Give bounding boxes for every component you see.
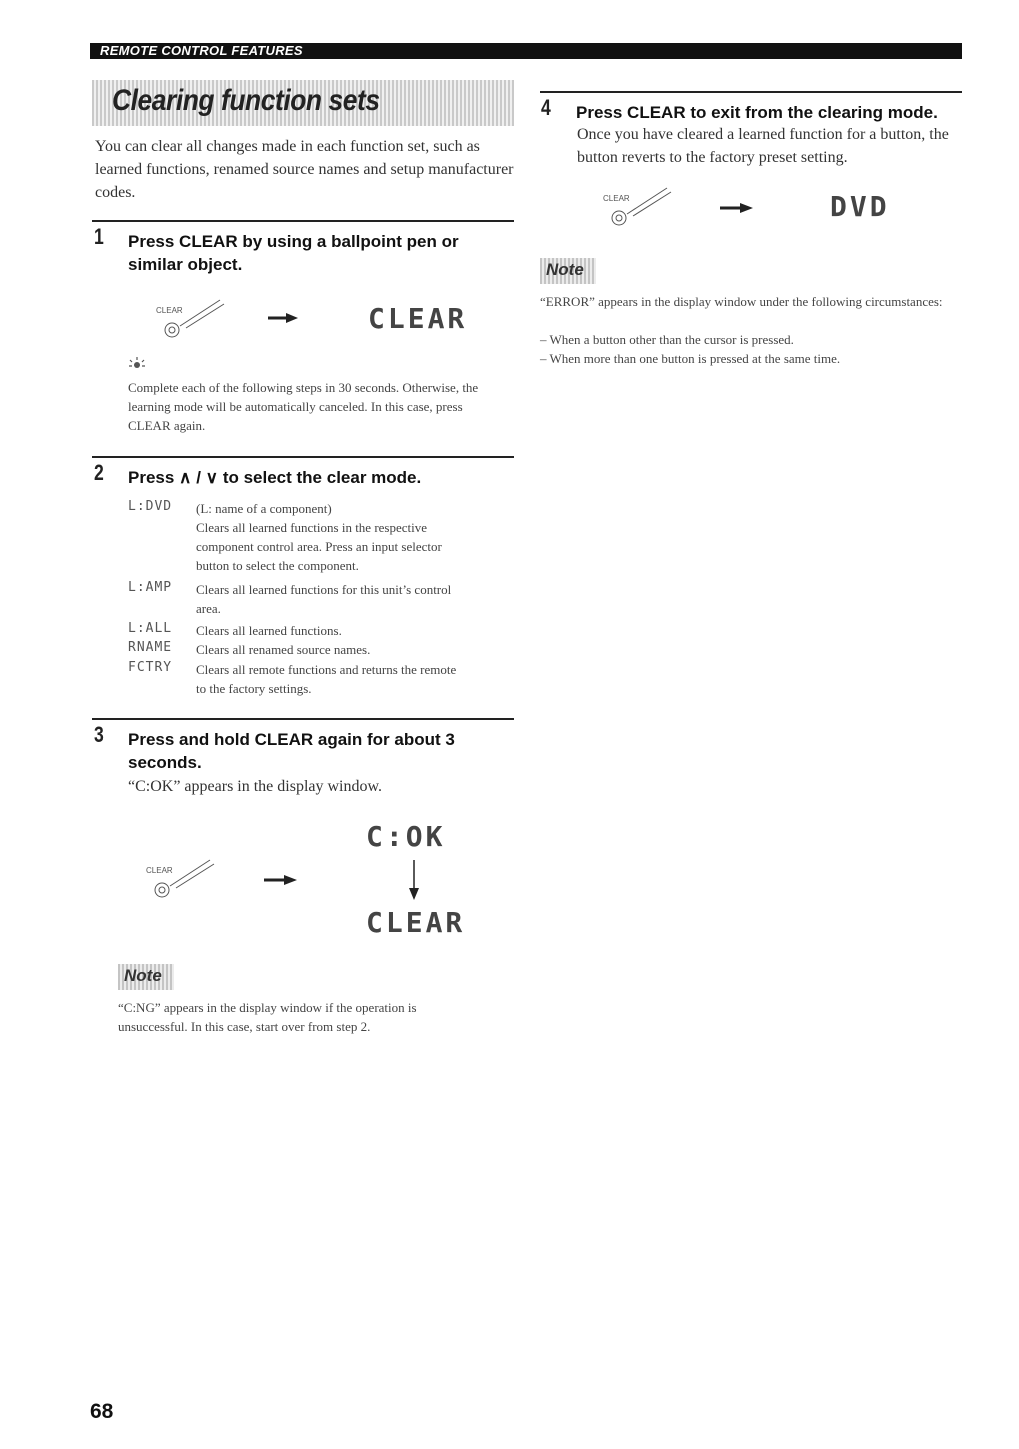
mode-desc: area. <box>196 601 221 616</box>
step2-rule <box>92 456 514 458</box>
mode-desc: (L: name of a component) <box>196 501 332 516</box>
step1-tip: Complete each of the following steps in 30 seconds. Otherwise, the learning mode will be automatically canceled. In this case, press CLEAR again. <box>128 380 479 433</box>
tip-bulb-icon <box>127 356 147 372</box>
note2-intro: “ERROR” appears in the display window under the following circumstances: <box>540 294 943 309</box>
mode-desc: Clears all remote functions and returns the remote <box>196 662 457 677</box>
clear-label: CLEAR <box>603 194 630 203</box>
mode-code: RNAME <box>128 640 173 655</box>
clear-label: CLEAR <box>146 866 173 875</box>
mode-code: FCTRY <box>128 660 173 675</box>
page-title-band <box>92 80 514 126</box>
lcd-display-dvd: DVD <box>830 190 890 223</box>
section-header <box>90 43 962 59</box>
step4-number: 4 <box>541 95 551 120</box>
step4-rule <box>540 91 962 93</box>
step4-body: Once you have cleared a learned function for a button, the button reverts to the factory preset setting. <box>577 126 949 166</box>
step1-number: 1 <box>94 224 104 249</box>
clear-label: CLEAR <box>156 306 183 315</box>
section-header-label: REMOTE CONTROL FEATURES <box>100 43 303 58</box>
pen-press-clear-icon <box>150 298 240 348</box>
step4-heading: Press CLEAR to exit from the clearing mode. <box>576 103 938 122</box>
step1-heading: Press CLEAR by using a ballpoint pen or similar object. <box>128 232 459 274</box>
mode-code: L:AMP <box>128 580 173 595</box>
mode-desc: Clears all learned functions for this unit’s control <box>196 582 452 597</box>
note-label: Note <box>124 966 162 985</box>
note-badge <box>118 964 174 990</box>
pen-press-clear-icon <box>597 186 687 236</box>
arrow-right-icon <box>268 312 300 324</box>
note2-item: – When more than one button is pressed at the same time. <box>540 351 841 366</box>
step2-heading: Press ∧ / ∨ to select the clear mode. <box>128 468 422 487</box>
step1-rule <box>92 220 514 222</box>
note2-item: – When a button other than the cursor is pressed. <box>540 332 794 347</box>
mode-desc: Clears all learned functions in the respective <box>196 520 428 535</box>
arrow-right-icon <box>720 202 756 214</box>
mode-desc: component control area. Press an input selector <box>196 539 442 554</box>
intro-text: You can clear all changes made in each function set, such as learned functions, renamed source names and setup manufacturer codes. <box>95 138 514 201</box>
lcd-display-cok: C:OK <box>366 820 446 853</box>
step3-body: “C:OK” appears in the display window. <box>128 778 383 795</box>
mode-desc: Clears all renamed source names. <box>196 642 371 657</box>
mode-desc: to the factory settings. <box>196 681 312 696</box>
pen-press-clear-icon <box>140 858 230 908</box>
page-title: Clearing function sets <box>112 84 380 117</box>
note-badge <box>540 258 596 284</box>
arrow-right-icon <box>264 874 300 886</box>
step3-rule <box>92 718 514 720</box>
note-label: Note <box>546 260 584 279</box>
mode-code: L:DVD <box>128 499 173 514</box>
mode-desc: Clears all learned functions. <box>196 623 342 638</box>
page-number: 68 <box>90 1400 114 1423</box>
step2-number: 2 <box>94 460 104 485</box>
note1-text: “C:NG” appears in the display window if the operation is unsuccessful. In this case, start over from step 2. <box>118 1000 417 1034</box>
step3-heading: Press and hold CLEAR again for about 3 seconds. <box>128 730 455 772</box>
step3-number: 3 <box>94 722 104 747</box>
lcd-display-clear: CLEAR <box>366 906 466 939</box>
mode-code: L:ALL <box>128 621 173 636</box>
arrow-down-icon <box>408 860 420 902</box>
lcd-display-clear: CLEAR <box>368 302 468 335</box>
mode-desc: button to select the component. <box>196 558 359 573</box>
